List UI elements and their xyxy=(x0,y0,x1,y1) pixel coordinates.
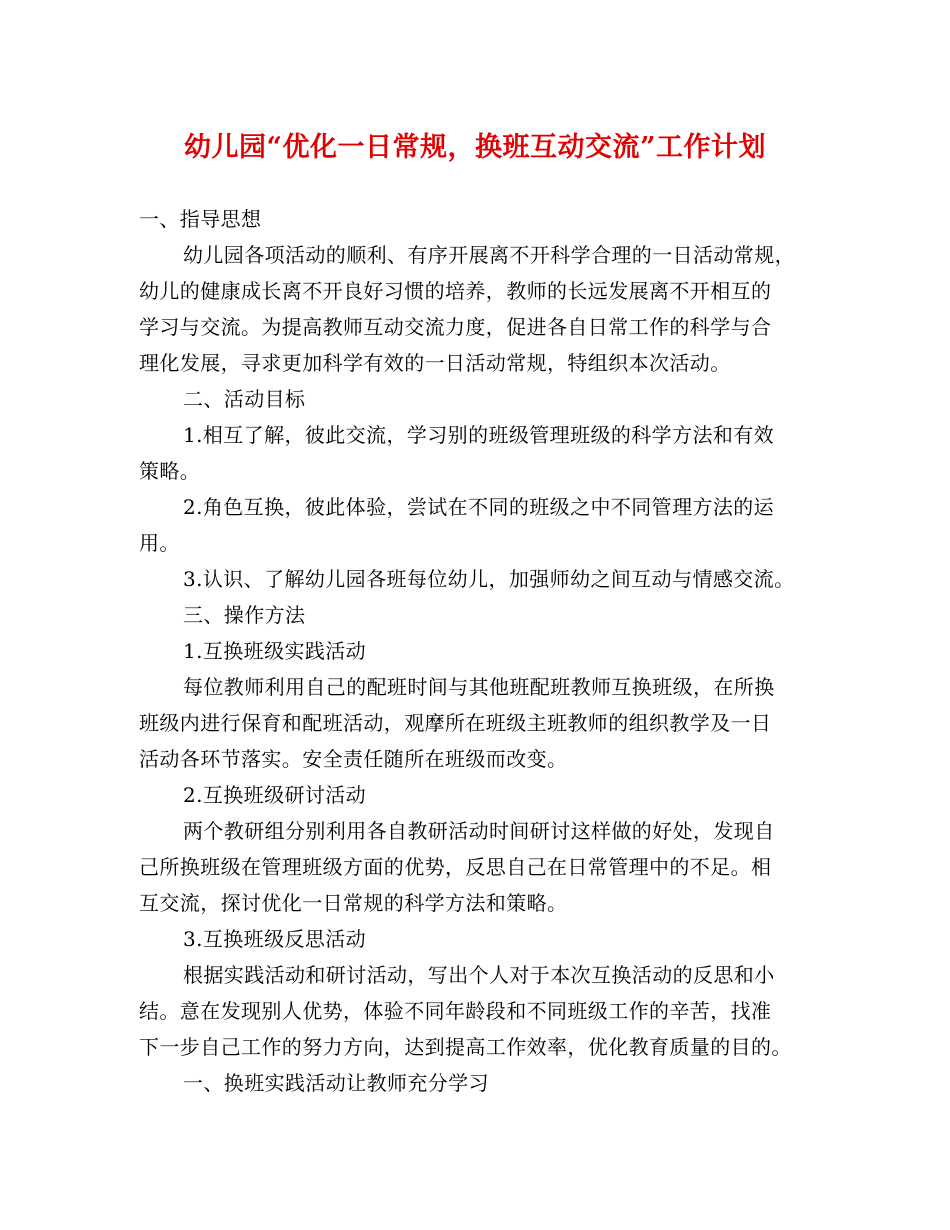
text-line: 三、操作方法 xyxy=(183,603,306,627)
text-line: 根据实践活动和研讨活动，写出个人对于本次互换活动的反思和小 xyxy=(183,963,775,987)
document-title: 幼儿园“优化一日常规，换班互动交流”工作计划 xyxy=(183,132,767,163)
text-line: 活动各环节落实。安全责任随所在班级而改变。 xyxy=(139,747,568,771)
text-line: 两个教研组分别利用各自教研活动时间研讨这样做的好处，发现自 xyxy=(183,819,775,843)
text-line: 每位教师利用自己的配班时间与其他班配班教师互换班级，在所换 xyxy=(183,675,775,699)
text-line: 策略。 xyxy=(139,459,201,483)
document-body xyxy=(139,201,819,1101)
text-line: 幼儿的健康成长离不开良好习惯的培养，教师的长远发展离不开相互的 xyxy=(139,279,772,303)
text-line: 2.角色互换，彼此体验，尝试在不同的班级之中不同管理方法的运 xyxy=(183,495,775,519)
text-line: 2.互换班级研讨活动 xyxy=(183,783,367,807)
text-line: 3.互换班级反思活动 xyxy=(183,927,367,951)
text-line: 结。意在发现别人优势，体验不同年龄段和不同班级工作的辛苦，找准 xyxy=(139,999,772,1023)
text-line: 班级内进行保育和配班活动，观摩所在班级主班教师的组织教学及一日 xyxy=(139,711,772,735)
text-line: 己所换班级在管理班级方面的优势，反思自己在日常管理中的不足。相 xyxy=(139,855,772,879)
text-line: 用。 xyxy=(139,531,180,555)
text-line: 一、换班实践活动让教师充分学习 xyxy=(183,1071,489,1095)
text-line: 学习与交流。为提高教师互动交流力度，促进各自日常工作的科学与合 xyxy=(139,315,772,339)
text-line: 下一步自己工作的努力方向，达到提高工作效率，优化教育质量的目的。 xyxy=(139,1035,792,1059)
text-line: 一、指导思想 xyxy=(139,207,262,231)
text-line: 幼儿园各项活动的顺利、有序开展离不开科学合理的一日活动常规， xyxy=(183,243,795,267)
text-line: 1.互换班级实践活动 xyxy=(183,639,367,663)
text-line: 理化发展，寻求更加科学有效的一日活动常规，特组织本次活动。 xyxy=(139,351,731,375)
text-line: 1.相互了解，彼此交流，学习别的班级管理班级的科学方法和有效 xyxy=(183,423,775,447)
text-line: 3.认识、了解幼儿园各班每位幼儿，加强师幼之间互动与情感交流。 xyxy=(183,567,795,591)
text-line: 二、活动目标 xyxy=(183,387,306,411)
text-line: 互交流，探讨优化一日常规的科学方法和策略。 xyxy=(139,891,568,915)
